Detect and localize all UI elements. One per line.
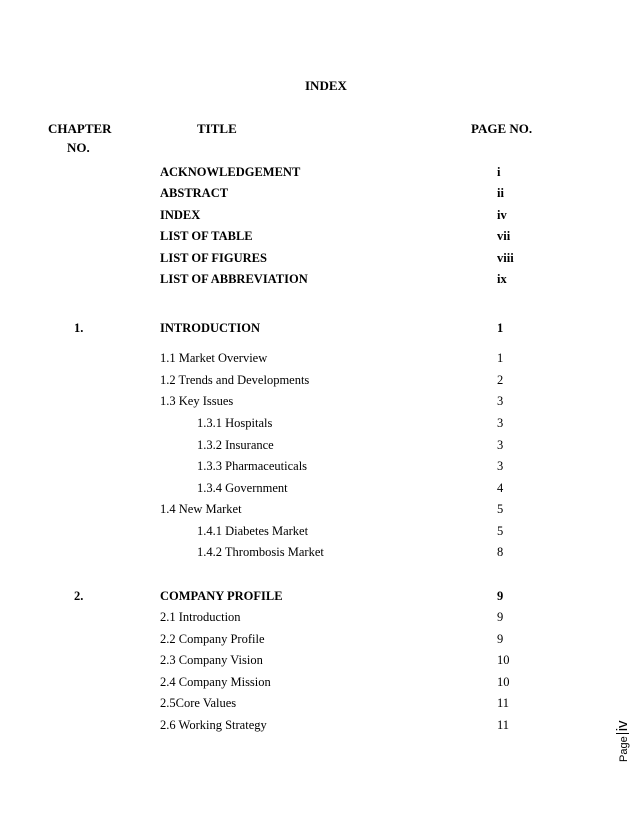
chapter-number: 2. [74, 589, 84, 603]
toc-entry-title: LIST OF FIGURES [160, 251, 267, 265]
toc-entry-page: 10 [497, 653, 510, 667]
toc-entry-page: vii [497, 229, 511, 243]
chapter-page: 9 [497, 589, 504, 603]
chapter-header-line2: NO. [67, 140, 90, 155]
toc-entry-page: 9 [497, 632, 504, 646]
toc-entry-page: 3 [497, 438, 504, 452]
chapter-title: COMPANY PROFILE [160, 589, 283, 603]
toc-entry-page: 2 [497, 373, 504, 387]
toc-subentry-title: 1.3.4 Government [197, 481, 288, 495]
toc-entry-page: iv [497, 208, 507, 222]
toc-entry-title: ABSTRACT [160, 186, 229, 200]
toc-entry-page: 8 [497, 545, 504, 559]
toc-entry-page: 10 [497, 675, 510, 689]
footer-page-word: Page [618, 736, 630, 762]
toc-subentry-title: 1.3.3 Pharmaceuticals [197, 459, 308, 473]
page-title: INDEX [305, 78, 347, 93]
toc-entry-page: 3 [497, 459, 504, 473]
toc-entry-page: 1 [497, 351, 504, 365]
toc-entry-title: 2.5Core Values [160, 696, 237, 710]
toc-entry-title: 2.1 Introduction [160, 610, 241, 624]
toc-subentry-title: 1.3.1 Hospitals [197, 416, 273, 430]
toc-entry-page: 5 [497, 524, 504, 538]
toc-entry-page: 9 [497, 610, 504, 624]
chapter-header-line1: CHAPTER [48, 121, 112, 136]
toc-entry-title: 1.1 Market Overview [160, 351, 268, 365]
toc-entry-page: 3 [497, 416, 504, 430]
toc-entry-page: 11 [497, 718, 510, 732]
toc-entry-title: 1.4 New Market [160, 502, 242, 516]
title-header: TITLE [197, 121, 237, 136]
toc-entry-title: LIST OF ABBREVIATION [160, 272, 308, 286]
footer-separator [616, 733, 629, 734]
toc-entry-page: viii [497, 251, 514, 265]
toc-subentry-title: 1.4.2 Thrombosis Market [197, 545, 324, 559]
toc-subentry-title: 1.3.2 Insurance [197, 438, 274, 452]
toc-entry-page: i [497, 165, 501, 179]
toc-entry-page: ii [497, 186, 504, 200]
footer-page-number: iv [614, 720, 631, 732]
toc-entry-title: 2.4 Company Mission [160, 675, 271, 689]
toc-entry-page: ix [497, 272, 507, 286]
chapter-title: INTRODUCTION [160, 321, 261, 335]
toc-entry-title: 1.2 Trends and Developments [160, 373, 310, 387]
toc-entry-page: 4 [497, 481, 504, 495]
toc-entry-page: 3 [497, 394, 504, 408]
page-footer [614, 712, 630, 762]
toc-entry-title: LIST OF TABLE [160, 229, 253, 243]
toc-entry-page: 11 [497, 696, 510, 710]
toc-entry-page: 5 [497, 502, 504, 516]
toc-entry-title: 2.3 Company Vision [160, 653, 263, 667]
chapter-page: 1 [497, 321, 504, 335]
toc-entry-title: ACKNOWLEDGEMENT [160, 165, 301, 179]
toc-subentry-title: 1.4.1 Diabetes Market [197, 524, 309, 538]
chapter-number: 1. [74, 321, 84, 335]
toc-entry-title: INDEX [160, 208, 201, 222]
toc-entry-title: 2.6 Working Strategy [160, 718, 267, 732]
toc-entry-title: 2.2 Company Profile [160, 632, 265, 646]
toc-entry-title: 1.3 Key Issues [160, 394, 234, 408]
page-header: PAGE NO. [471, 121, 533, 136]
